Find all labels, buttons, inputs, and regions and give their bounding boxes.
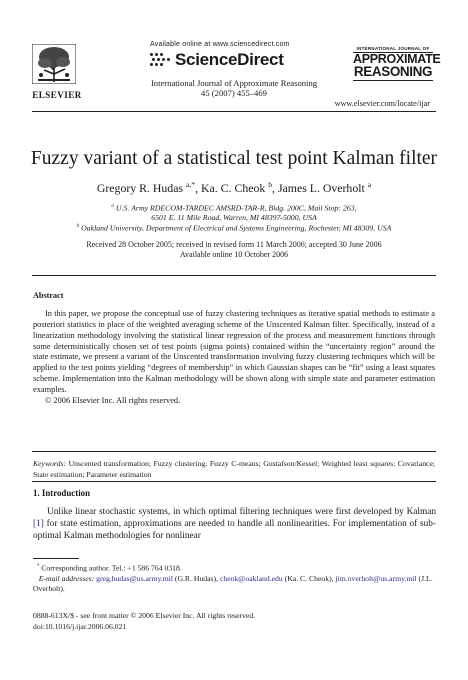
keywords-label: Keywords:: [33, 459, 67, 468]
abstract-copyright: © 2006 Elsevier Inc. All rights reserved.: [45, 395, 181, 405]
email-link[interactable]: cheok@oakland.edu: [219, 573, 283, 583]
intro-text-part1: Unlike linear stochastic systems, in which optimal filtering techniques were first developed by Kalman: [47, 507, 436, 517]
author-name: James L. Overholt: [277, 180, 365, 195]
issn-line: 0888-613X/$ - see front matter © 2006 Elsevier Inc. All rights reserved.: [33, 611, 256, 620]
abstract-text: In this paper, we propose the conceptual use of fuzzy clustering techniques as iterative spatial methods to estimate a posteriori statistics in place of the weighted averaging scheme of the Unscented Kalman filter. Specifically, instead of a linearization methodology involving the statistical linear regression of the process and measurement functions through some deterministically chosen set of test points (sigma points) contained within the “uncertainty region” around the state estimate, we present a variant of the Unscented transformation involving fuzzy clustering techniques which will be applied to the test points yielding “degrees of membership” in which Gaussian shapes can be “fit” using a least squares scheme. Implementation into the Kalman methodology will be shown along with simple state and parameter estimation examples.: [33, 309, 435, 394]
author-name: Gregory R. Hudas: [96, 180, 184, 195]
affiliation-b-line: Oakland University, Department of Electrical and Systems Engineering, Rochester, MI 48309, USA: [81, 223, 392, 233]
ijar-logo-line2: APPROXIMATE: [353, 52, 441, 66]
elsevier-tree-icon: [32, 44, 76, 84]
author-list: Gregory R. Hudas $^{a,*}$, Ka. C. Cheok $^b$, James L. Overholt $^a$: [96, 180, 372, 195]
affiliation-a-address: 6501 E. 11 Mile Road, Warren, MI 48397-5000, USA: [151, 213, 317, 222]
received-dates: Received 28 October 2005; received in revised form 11 March 2006; accepted 30 June 2006: [86, 240, 382, 249]
affiliation-b-mark: b: [76, 223, 80, 229]
email-label: E-mail addresses:: [38, 573, 95, 583]
affiliation-a-line1: U.S. Army RDECOM-TARDEC AMSRD-TAR-R, Bldg. 200C, Mail Stop: 263,: [115, 203, 357, 213]
abstract-body: [33, 309, 435, 407]
introduction-paragraph: [33, 506, 436, 543]
affiliation-a: [20, 203, 448, 213]
available-online-text: Available online at www.sciencedirect.com: [150, 41, 290, 48]
introduction-body: [33, 506, 436, 543]
footnote-divider: [33, 558, 79, 559]
footnotes: [33, 562, 437, 594]
reference-link[interactable]: [1]: [33, 519, 44, 530]
journal-name: International Journal of Approximate Reasoning: [150, 78, 318, 88]
article-title: Fuzzy variant of a statistical test point Kalman filter: [30, 148, 438, 169]
intro-text-part2: for state estimation, approximations are needed to handle all nonlinearities. For implementation of sub-optimal Kalman methodologies for nonlinear: [33, 519, 436, 542]
email-link[interactable]: greg.hudas@us.army.mil: [96, 573, 173, 583]
journal-website-link[interactable]: www.elsevier.com/locate/ijar: [334, 99, 430, 108]
abstract-heading: Abstract: [33, 291, 64, 300]
author-marks[interactable]: b: [268, 180, 273, 189]
elsevier-logo: [32, 44, 82, 100]
affiliation-b: [20, 223, 448, 233]
section-heading-introduction: 1. Introduction: [33, 488, 91, 498]
abstract-top-divider: [32, 275, 436, 276]
email-owner: (J.L. Overholt).: [33, 573, 433, 593]
ijar-journal-logo: [353, 46, 441, 81]
sciencedirect-wordmark: ScienceDirect: [175, 50, 284, 69]
keywords: [33, 459, 435, 480]
ijar-logo-rule: [353, 80, 433, 81]
sciencedirect-dots-icon: [150, 53, 172, 67]
corresponding-mark: *: [36, 564, 40, 569]
journal-volume: 45 (2007) 455–469: [201, 88, 267, 98]
available-online-date: Available online 10 October 2006: [179, 250, 289, 259]
author-name: Ka. C. Cheok: [201, 180, 266, 195]
corresponding-author-note: [33, 562, 437, 574]
keywords-bottom-divider: [32, 481, 436, 482]
keywords-divider: [32, 451, 436, 452]
ijar-logo-line3: REASONING: [353, 64, 433, 79]
email-owner: (Ka. C. Cheok),: [284, 573, 334, 583]
corresponding-author-text: Corresponding author. Tel.: +1 586 764 0318.: [41, 563, 182, 573]
author-marks[interactable]: a: [367, 180, 372, 189]
author-marks[interactable]: a,*: [185, 180, 196, 189]
email-owner: (G.R. Hudas),: [174, 573, 219, 583]
affiliation-a-mark: a: [111, 203, 114, 209]
keywords-text: Unscented transformation; Fuzzy clustering; Fuzzy C-means; Gustafson/Kessel; Weighted least squares; Covariance; State estimation; Parameter estimation: [33, 459, 436, 479]
doi-line[interactable]: doi:10.1016/j.ijar.2006.06.021: [33, 621, 127, 631]
elsevier-wordmark: ELSEVIER: [32, 90, 82, 100]
header-divider: [32, 111, 436, 112]
ijar-logo-line1: INTERNATIONAL JOURNAL OF: [353, 46, 433, 53]
email-link[interactable]: jim.overholt@us.army.mil: [335, 573, 417, 583]
publication-info: [33, 611, 255, 632]
sciencedirect-logo: [150, 50, 284, 70]
email-addresses: [33, 574, 437, 594]
